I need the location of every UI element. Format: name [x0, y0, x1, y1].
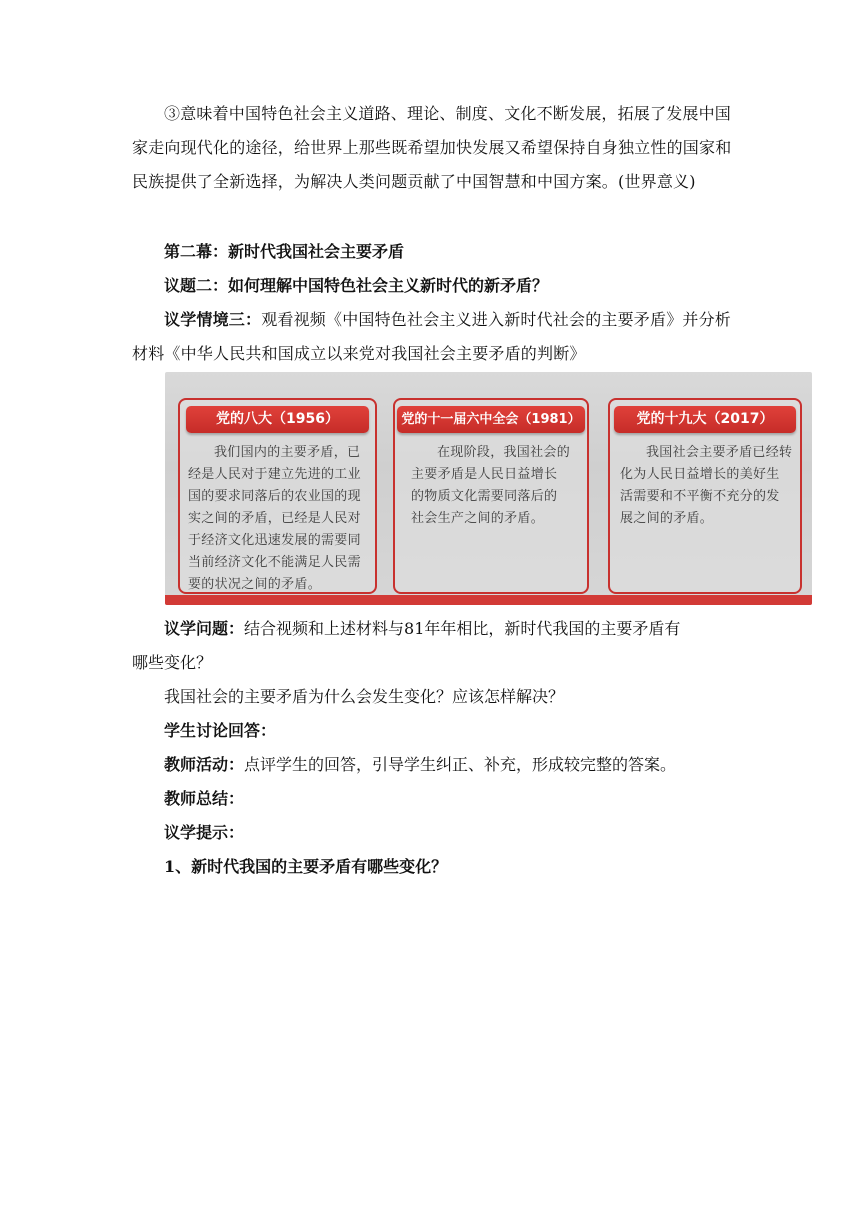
card-text	[188, 442, 373, 596]
question-line-2: 哪些变化？	[132, 653, 213, 672]
student-answer-heading: 学生讨论回答：	[164, 721, 277, 740]
card-title: 党的八大（1956）	[186, 406, 369, 433]
card-line: 活需要和不平衡不充分的发	[620, 489, 780, 504]
question-label: 议学问题：	[164, 619, 245, 638]
card-line: 社会生产之间的矛盾。	[411, 511, 545, 526]
hint-item-1: 1、新时代我国的主要矛盾有哪些变化？	[164, 857, 448, 876]
question-two: 我国社会的主要矛盾为什么会发生变化？应该怎样解决？	[164, 687, 565, 706]
teacher-activity-label: 教师活动：	[164, 755, 245, 774]
teacher-activity	[164, 748, 676, 782]
card-line: 在现阶段，我国社会的	[437, 445, 571, 460]
paragraph-world-significance: ③意味着中国特色社会主义道路、理论、制度、文化不断发展，拓展了发展中国家走向现代化的途径，给世界上那些既希望加快发展又希望保持自身独立性的国家和民族提供了全新选择，为解决人类问题贡献了中国智慧和中国方案。(世界意义)	[132, 104, 732, 191]
card-line: 我国社会主要矛盾已经转	[646, 445, 793, 460]
card-line: 的物质文化需要同落后的	[411, 489, 558, 504]
situation-three-label: 议学情境三：	[164, 310, 262, 329]
contradiction-comparison-figure	[165, 372, 812, 605]
card-line: 要的状况之间的矛盾。	[188, 577, 322, 592]
card-line: 我们国内的主要矛盾，已	[214, 445, 361, 460]
card-title: 党的十九大（2017）	[614, 406, 796, 433]
card-title: 党的十一届六中全会（1981）	[397, 406, 585, 433]
topic-two-heading: 议题二：如何理解中国特色社会主义新时代的新矛盾？	[164, 276, 549, 295]
card-text	[620, 442, 800, 530]
hint-heading: 议学提示：	[164, 823, 245, 842]
teacher-activity-text: 点评学生的回答，引导学生纠正、补充，形成较完整的答案。	[244, 755, 677, 774]
card-text	[411, 442, 583, 530]
card-line: 于经济文化迅速发展的需要同	[188, 533, 361, 548]
card-line: 当前经济文化不能满足人民需	[188, 555, 361, 570]
card-line: 经是人民对于建立先进的工业	[188, 467, 361, 482]
question-text: 结合视频和上述材料与81年年相比，新时代我国的主要矛盾有	[244, 619, 681, 638]
figure-bottom-band	[165, 595, 812, 605]
card-sixth-plenary	[393, 398, 589, 594]
card-line: 展之间的矛盾。	[620, 511, 714, 526]
card-line: 化为人民日益增长的美好生	[620, 467, 780, 482]
card-eighth-congress	[178, 398, 377, 594]
act-two-heading: 第二幕：新时代我国社会主要矛盾	[164, 242, 405, 261]
card-line: 主要矛盾是人民日益增长	[411, 467, 558, 482]
card-line: 实之间的矛盾，已经是人民对	[188, 511, 361, 526]
question-line-1	[164, 612, 680, 646]
teacher-summary-heading: 教师总结：	[164, 789, 245, 808]
situation-three-paragraph	[132, 303, 738, 371]
situation-three-text: 观看视频《中国特色社会主义进入新时代社会的主要矛盾》并分析材料《中华人民共和国成立以来党对我国社会主要矛盾的判断》	[132, 310, 732, 363]
card-nineteenth-congress	[608, 398, 802, 594]
card-line: 国的要求同落后的农业国的现	[188, 489, 361, 504]
